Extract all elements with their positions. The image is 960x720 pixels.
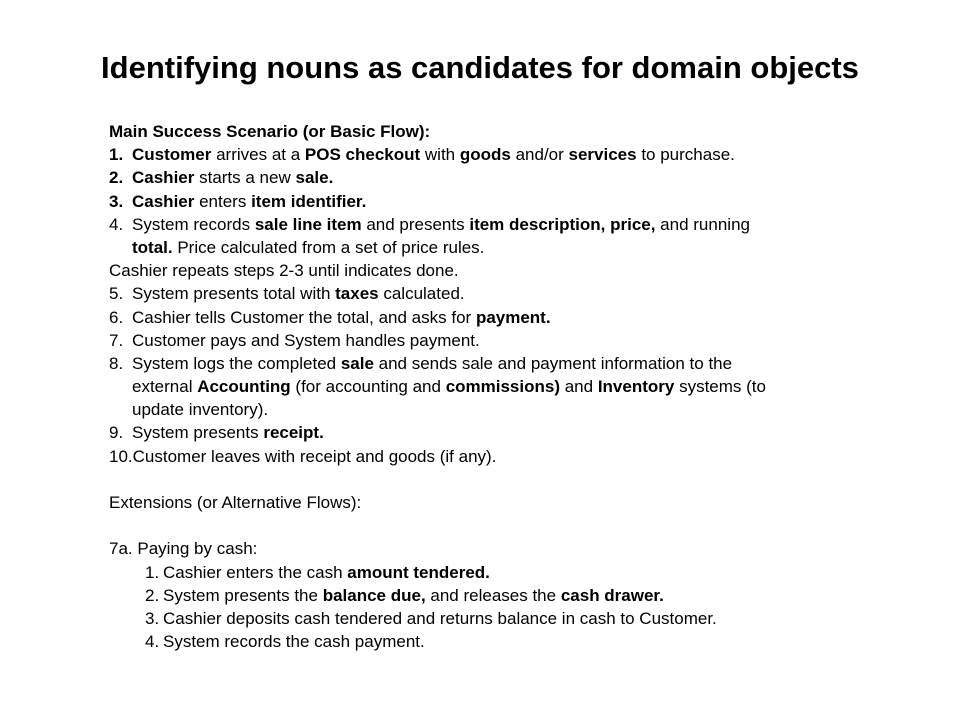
step-text: (for accounting and: [290, 377, 446, 397]
step-text: System presents the: [163, 585, 323, 605]
step-4-continued: [109, 236, 869, 259]
step-7: [109, 329, 869, 352]
step-10: 10.Customer leaves with receipt and goods (if any).: [109, 446, 497, 466]
step-number: 4.: [109, 214, 124, 234]
step-8-continued: [109, 375, 869, 398]
step-text: Price calculated from a set of price rules.: [172, 237, 485, 257]
step-number: 3.: [145, 608, 160, 628]
step-text: and/or: [510, 145, 569, 165]
noun-goods: goods: [459, 145, 511, 165]
step-number: 2.: [145, 585, 160, 605]
step-2: [109, 166, 869, 189]
step-number: 9.: [109, 423, 124, 443]
noun-inventory: Inventory: [597, 377, 675, 397]
step-text: System records: [132, 214, 255, 234]
extensions-heading: Extensions (or Alternative Flows):: [109, 493, 362, 512]
step-text: calculated.: [378, 284, 465, 304]
noun-amount-tendered: amount tendered.: [347, 562, 490, 582]
noun-customer: Customer: [132, 145, 212, 165]
repeat-note: Cashier repeats steps 2-3 until indicates done.: [109, 261, 459, 281]
step-4: [109, 213, 869, 236]
step-number: 6.: [109, 307, 124, 327]
step-3: [109, 190, 869, 213]
step-number: 2.: [109, 168, 124, 188]
step-number: 4.: [145, 632, 160, 652]
step-8: [109, 352, 869, 375]
step-number: 8.: [109, 353, 124, 373]
step-text: update inventory).: [132, 400, 269, 420]
noun-taxes: taxes: [335, 284, 379, 304]
use-case-text: [109, 120, 869, 653]
step-text: System presents: [132, 423, 264, 443]
noun-balance-due: balance due,: [322, 585, 426, 605]
step-text: Customer pays and System handles payment.: [132, 330, 480, 350]
step-number: 7.: [109, 330, 124, 350]
step-text: and: [560, 377, 598, 397]
step-text: arrives at a: [211, 145, 305, 165]
step-text: external: [132, 377, 198, 397]
extension-step-3: [109, 607, 869, 630]
step-text: systems (to: [674, 377, 766, 397]
noun-total: total.: [132, 237, 173, 257]
step-text: Cashier enters the cash: [163, 562, 348, 582]
noun-sale: sale.: [295, 168, 334, 188]
step-text: and presents: [361, 214, 470, 234]
noun-payment: payment.: [475, 307, 551, 327]
noun-item-identifier: item identifier.: [251, 191, 367, 211]
noun-receipt: receipt.: [263, 423, 324, 443]
extension-step-1: [109, 561, 869, 584]
extension-step-2: [109, 584, 869, 607]
noun-item-description-price: item description, price,: [469, 214, 656, 234]
step-text: enters: [194, 191, 252, 211]
step-text: Cashier deposits cash tendered and returns balance in cash to Customer.: [163, 608, 717, 628]
noun-cashier: Cashier: [132, 168, 195, 188]
step-6: [109, 306, 869, 329]
noun-commissions: commissions): [445, 377, 560, 397]
noun-pos-checkout: POS checkout: [304, 145, 421, 165]
noun-cashier: Cashier: [132, 191, 195, 211]
step-text: and sends sale and payment information to the: [373, 353, 733, 373]
step-1: [109, 143, 869, 166]
main-scenario-heading: Main Success Scenario (or Basic Flow):: [109, 122, 431, 141]
step-text: System records the cash payment.: [163, 632, 425, 652]
spacer: [109, 514, 869, 537]
step-text: System logs the completed: [132, 353, 341, 373]
spacer: [109, 468, 869, 491]
step-text: starts a new: [194, 168, 296, 188]
step-9: [109, 421, 869, 444]
noun-services: services: [568, 145, 637, 165]
step-text: with: [420, 145, 460, 165]
noun-sale: sale: [340, 353, 374, 373]
step-8-continued-2: [109, 398, 869, 421]
step-number: 5.: [109, 284, 124, 304]
step-text: Cashier tells Customer the total, and asks for: [132, 307, 476, 327]
step-text: System presents total with: [132, 284, 336, 304]
slide-title: Identifying nouns as candidates for domain objects: [101, 50, 859, 85]
extension-7a-label: 7a. Paying by cash:: [109, 539, 258, 559]
step-text: and running: [655, 214, 750, 234]
noun-accounting: Accounting: [197, 377, 291, 397]
step-number: 1.: [145, 562, 160, 582]
step-number: 1.: [109, 145, 124, 165]
step-number: 3.: [109, 191, 124, 211]
step-text: and releases the: [425, 585, 561, 605]
step-5: [109, 282, 869, 305]
step-text: to purchase.: [636, 145, 735, 165]
noun-cash-drawer: cash drawer.: [560, 585, 664, 605]
noun-sale-line-item: sale line item: [254, 214, 362, 234]
extension-step-4: [109, 630, 869, 653]
